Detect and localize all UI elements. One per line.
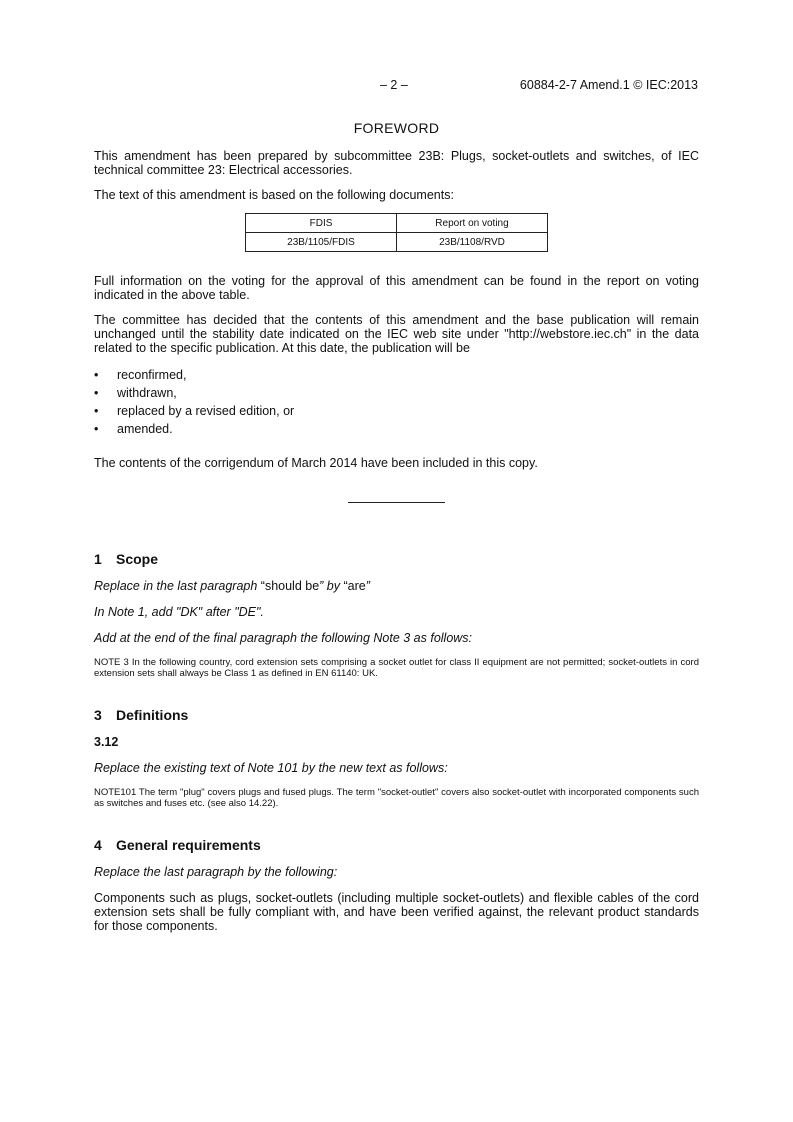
- page-number: – 2 –: [380, 78, 408, 92]
- scope-instruction-2: In Note 1, add "DK" after "DE".: [94, 605, 264, 619]
- quoted-text: “are: [343, 579, 366, 593]
- spacer: [94, 679, 699, 707]
- voting-table-wrapper: [94, 213, 699, 252]
- section-number: 1: [94, 551, 102, 567]
- instruction-text: ”: [365, 579, 370, 593]
- list-item-text: amended.: [117, 422, 173, 436]
- list-item: [94, 366, 699, 384]
- section-heading-scope: [94, 551, 699, 567]
- table-header-cell: FDIS: [246, 214, 397, 233]
- list-item: [94, 402, 699, 420]
- foreword-paragraph-2: The text of this amendment is based on the following documents:: [94, 188, 454, 202]
- list-item: [94, 384, 699, 402]
- section-heading-general-requirements: [94, 837, 699, 853]
- table-row: [246, 233, 548, 252]
- bullet-icon: •: [94, 422, 99, 436]
- corrigendum-note: The contents of the corrigendum of March 2014 have been included in this copy.: [94, 456, 538, 470]
- page-header: [0, 78, 793, 94]
- scope-instruction-3: Add at the end of the final paragraph the following Note 3 as follows:: [94, 631, 473, 645]
- document-reference: 60884-2-7 Amend.1 © IEC:2013: [519, 78, 698, 92]
- instruction-text: Replace in the last paragraph: [94, 579, 261, 593]
- section-number: 3: [94, 707, 102, 723]
- foreword-paragraph-1: This amendment has been prepared by subcommittee 23B: Plugs, socket-outlets and switches, of IEC technical committee 23: Electrical accessories.: [94, 149, 699, 177]
- table-header-row: [246, 214, 548, 233]
- list-item-text: withdrawn,: [117, 386, 177, 400]
- general-paragraph: Components such as plugs, socket-outlets (including multiple socket-outlets) and flexible cables of the cord extension sets shall be fully compliant with, and have been verified against, the relevant product standards for those components.: [94, 891, 699, 933]
- table-header-cell: Report on voting: [397, 214, 548, 233]
- bullet-icon: •: [94, 404, 99, 418]
- scope-instruction-1: [94, 579, 699, 593]
- note-3: NOTE 3 In the following country, cord extension sets comprising a socket outlet for class II equipment are not permitted; socket-outlets in cord extension sets shall always be Class 1 as defined in EN 61140: UK.: [94, 657, 699, 679]
- section-divider: [348, 502, 445, 503]
- definitions-instruction: Replace the existing text of Note 101 by the new text as follows:: [94, 761, 448, 775]
- list-item-text: replaced by a revised edition, or: [117, 404, 295, 418]
- foreword-title: FOREWORD: [353, 120, 440, 136]
- voting-documents-table: [245, 213, 548, 252]
- bullet-icon: •: [94, 368, 99, 382]
- section-heading-definitions: [94, 707, 699, 723]
- instruction-text: ” by: [319, 579, 344, 593]
- document-body: [94, 120, 699, 944]
- bullet-icon: •: [94, 386, 99, 400]
- table-cell: 23B/1108/RVD: [397, 233, 548, 252]
- subsection-number: 3.12: [94, 735, 119, 749]
- foreword-paragraph-3: Full information on the voting for the approval of this amendment can be found in the report on voting indicated in the above table.: [94, 274, 699, 302]
- section-title: Definitions: [116, 707, 189, 723]
- spacer: [94, 809, 699, 837]
- table-cell: 23B/1105/FDIS: [246, 233, 397, 252]
- publication-status-list: [94, 366, 699, 438]
- note-101: NOTE101 The term "plug" covers plugs and fused plugs. The term "socket-outlet" covers also socket-outlet with incorporated components such as switches and fuses etc. (see also 14.22).: [94, 787, 699, 809]
- general-instruction: Replace the last paragraph by the following:: [94, 865, 338, 879]
- section-title: Scope: [116, 551, 159, 567]
- section-title: General requirements: [116, 837, 261, 853]
- list-item-text: reconfirmed,: [117, 368, 187, 382]
- section-number: 4: [94, 837, 102, 853]
- quoted-text: “should be: [260, 579, 320, 593]
- list-item: [94, 420, 699, 438]
- foreword-paragraph-4: The committee has decided that the contents of this amendment and the base publication will remain unchanged until the stability date indicated on the IEC web site under "http://webstore.iec.ch" in the data related to the specific publication. At this date, the publication will be: [94, 313, 699, 355]
